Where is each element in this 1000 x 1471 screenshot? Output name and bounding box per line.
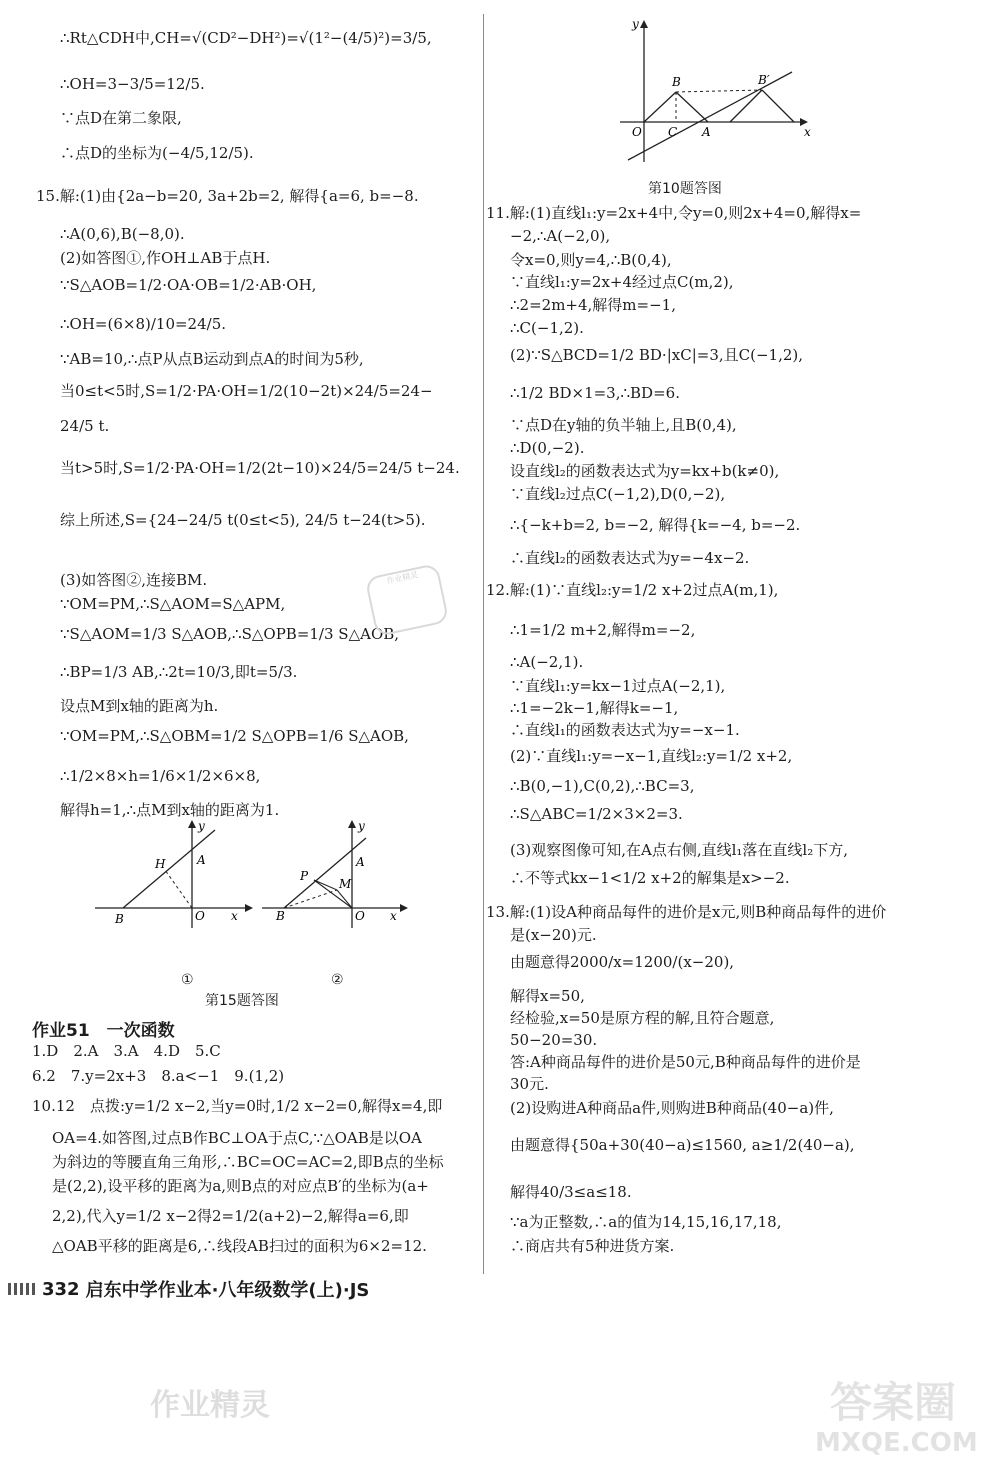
text-line: (2)∵直线l₁:y=−x−1,直线l₂:y=1/2 x+2,: [510, 747, 793, 765]
point-label-A: A: [356, 855, 365, 869]
axis-x-label: x: [231, 909, 238, 923]
page-number: 332: [42, 1278, 80, 1300]
text-line: ∴D(0,−2).: [510, 439, 585, 457]
text-line: ∴直线l₁的函数表达式为y=−x−1.: [510, 721, 740, 739]
point-label-H: H: [155, 857, 166, 871]
axis-y-label: y: [358, 820, 365, 833]
page-footer: [8, 1276, 369, 1302]
text-line: ∴1=1/2 m+2,解得m=−2,: [510, 621, 696, 639]
text-line: 由题意得{50a+30(40−a)≤1560, a≥1/2(40−a),: [510, 1136, 855, 1154]
axis-x-label: x: [390, 909, 397, 923]
text-line: 50−20=30.: [510, 1031, 598, 1049]
left-column: [0, 0, 480, 1300]
point-label-A: A: [702, 125, 711, 139]
point-label-O: O: [195, 909, 205, 923]
answer-line: 10.12 点拨:y=1/2 x−2,当y=0时,1/2 x−2=0,解得x=4,即: [32, 1097, 443, 1115]
point-label-A: A: [197, 853, 206, 867]
stamp-watermark: 作业精灵: [365, 563, 450, 637]
text-line: 答:A种商品每件的进价是50元,B种商品每件的进价是: [510, 1053, 861, 1071]
figure-10-caption: 第10题答图: [648, 181, 722, 197]
text-line: ∵OM=PM,∴S△AOM=S△APM,: [60, 595, 286, 613]
point-label-M: M: [339, 877, 352, 891]
point-label-B: B: [115, 912, 124, 926]
text-line: ∴点D的坐标为(−4/5,12/5).: [60, 144, 254, 162]
answer-line: △OAB平移的距离是6,∴线段AB扫过的面积为6×2=12.: [52, 1237, 427, 1255]
figure-label-2: ②: [331, 972, 344, 988]
answer-line: 6.2 7.y=2x+3 8.a<−1 9.(1,2): [32, 1067, 285, 1085]
answer-line: 2,2),代入y=1/2 x−2得2=1/2(a+2)−2,解得a=6,即: [52, 1207, 409, 1225]
text-line: 综上所述,S={24−24/5 t(0≤t<5), 24/5 t−24(t>5).: [60, 511, 426, 529]
text-line: 解得h=1,∴点M到x轴的距离为1.: [60, 801, 280, 819]
text-line: (2)如答图①,作OH⊥AB于点H.: [60, 249, 271, 267]
text-line: ∵S△AOM=1/3 S△AOB,∴S△OPB=1/3 S△AOB,: [60, 625, 400, 643]
point-label-B-prime: B′: [758, 73, 770, 87]
footer-pattern-icon: [8, 1283, 36, 1295]
text-line: (3)如答图②,连接BM.: [60, 571, 208, 589]
text-line: 当t>5时,S=1/2·PA·OH=1/2(2t−10)×24/5=24/5 t−24.: [60, 459, 460, 477]
problem-11-start: 11.解:(1)直线l₁:y=2x+4中,令y=0,则2x+4=0,解得x=: [486, 204, 862, 222]
text-line: 设直线l₂的函数表达式为y=kx+b(k≠0),: [510, 462, 780, 480]
text-line: −2,∴A(−2,0),: [510, 227, 611, 245]
watermark-site: MXQE.COM: [815, 1428, 978, 1458]
figure-10: [620, 14, 820, 168]
axis-x-label: x: [804, 125, 811, 139]
figure-15-1: [95, 820, 255, 934]
text-line: ∵直线l₁:y=2x+4经过点C(m,2),: [510, 273, 734, 291]
text-line: 是(x−20)元.: [510, 926, 597, 944]
text-line: ∴1/2×8×h=1/6×1/2×6×8,: [60, 767, 261, 785]
text-line: ∴A(0,6),B(−8,0).: [60, 225, 185, 243]
text-line: 经检验,x=50是原方程的解,且符合题意,: [510, 1009, 775, 1027]
answer-line: 为斜边的等腰直角三角形,∴BC=OC=AC=2,即B点的坐标: [52, 1153, 444, 1171]
text-line: ∵a为正整数,∴a的值为14,15,16,17,18,: [510, 1213, 782, 1231]
text-line: ∵OM=PM,∴S△OBM=1/2 S△OPB=1/6 S△AOB,: [60, 727, 409, 745]
text-line: (2)设购进A种商品a件,则购进B种商品(40−a)件,: [510, 1099, 834, 1117]
point-label-C: C: [668, 125, 678, 139]
text-line: ∴Rt△CDH中,CH=√(CD²−DH²)=√(1²−(4/5)²)=3/5,: [60, 29, 432, 47]
watermark-right: 答案圈: [830, 1378, 957, 1427]
axis-y-label: y: [632, 17, 639, 31]
text-line: 解得40/3≤a≤18.: [510, 1183, 632, 1201]
text-line: ∵点D在第二象限,: [60, 109, 182, 127]
point-label-O: O: [355, 909, 365, 923]
answer-line: 是(2,2),设平移的距离为a,则B点的对应点B′的坐标为(a+: [52, 1177, 429, 1195]
text-line: (3)观察图像可知,在A点右侧,直线l₁落在直线l₂下方,: [510, 841, 849, 859]
watermark-left: 作业精灵: [150, 1388, 270, 1423]
text-line: ∴1/2 BD×1=3,∴BD=6.: [510, 384, 680, 402]
text-line: ∴S△ABC=1/2×3×2=3.: [510, 805, 683, 823]
text-line: ∴2=2m+4,解得m=−1,: [510, 296, 676, 314]
figure-15-2-svg: [262, 820, 422, 930]
figure-label-1: ①: [181, 972, 194, 988]
axis-y-label: y: [198, 820, 205, 833]
text-line: ∵直线l₁:y=kx−1过点A(−2,1),: [510, 677, 726, 695]
text-line: 当0≤t<5时,S=1/2·PA·OH=1/2(10−2t)×24/5=24−: [60, 382, 433, 400]
figure-15-caption: 第15题答图: [205, 993, 279, 1009]
point-label-P: P: [300, 869, 309, 883]
text-line: ∵直线l₂过点C(−1,2),D(0,−2),: [510, 485, 726, 503]
text-line: ∴不等式kx−1<1/2 x+2的解集是x>−2.: [510, 869, 790, 887]
figure-15-1-svg: [95, 820, 255, 930]
problem-15-start: 15.解:(1)由{2a−b=20, 3a+2b=2, 解得{a=6, b=−8.: [36, 187, 419, 205]
text-line: ∴B(0,−1),C(0,2),∴BC=3,: [510, 777, 695, 795]
text-line: ∴C(−1,2).: [510, 319, 584, 337]
text-line: (2)∵S△BCD=1/2 BD·|xC|=3,且C(−1,2),: [510, 346, 803, 364]
figure-10-svg: [620, 14, 820, 164]
text-line: ∴A(−2,1).: [510, 653, 584, 671]
point-label-O: O: [632, 125, 642, 139]
problem-13-start: 13.解:(1)设A种商品每件的进价是x元,则B种商品每件的进价: [486, 903, 887, 921]
text-line: ∵AB=10,∴点P从点B运动到点A的时间为5秒,: [60, 350, 364, 368]
text-line: 令x=0,则y=4,∴B(0,4),: [510, 251, 672, 269]
text-line: ∴商店共有5种进货方案.: [510, 1237, 675, 1255]
text-line: ∵S△AOB=1/2·OA·OB=1/2·AB·OH,: [60, 276, 317, 294]
figure-15-2: [262, 820, 422, 934]
book-title: 启东中学作业本·八年级数学(上)·JS: [85, 1280, 370, 1301]
answer-line: OA=4.如答图,过点B作BC⊥OA于点C,∵△OAB是以OA: [52, 1129, 422, 1147]
text-line: 24/5 t.: [60, 417, 110, 435]
point-label-B: B: [276, 909, 285, 923]
answer-line: 1.D 2.A 3.A 4.D 5.C: [32, 1042, 221, 1060]
text-line: ∴{−k+b=2, b=−2, 解得{k=−4, b=−2.: [510, 516, 801, 534]
text-line: 30元.: [510, 1075, 549, 1093]
text-line: 由题意得2000/x=1200/(x−20),: [510, 953, 735, 971]
text-line: ∴直线l₂的函数表达式为y=−4x−2.: [510, 549, 750, 567]
right-column: [480, 0, 1000, 1300]
section-title: 作业51 一次函数: [32, 1021, 175, 1041]
text-line: ∵点D在y轴的负半轴上,且B(0,4),: [510, 416, 737, 434]
point-label-B: B: [672, 75, 681, 89]
text-line: ∴OH=(6×8)/10=24/5.: [60, 315, 227, 333]
text-line: ∴BP=1/3 AB,∴2t=10/3,即t=5/3.: [60, 663, 298, 681]
text-line: 设点M到x轴的距离为h.: [60, 697, 219, 715]
text-line: 解得x=50,: [510, 987, 585, 1005]
problem-12-start: 12.解:(1)∵直线l₂:y=1/2 x+2过点A(m,1),: [486, 581, 779, 599]
text-line: ∴1=−2k−1,解得k=−1,: [510, 699, 679, 717]
text-line: ∴OH=3−3/5=12/5.: [60, 75, 205, 93]
